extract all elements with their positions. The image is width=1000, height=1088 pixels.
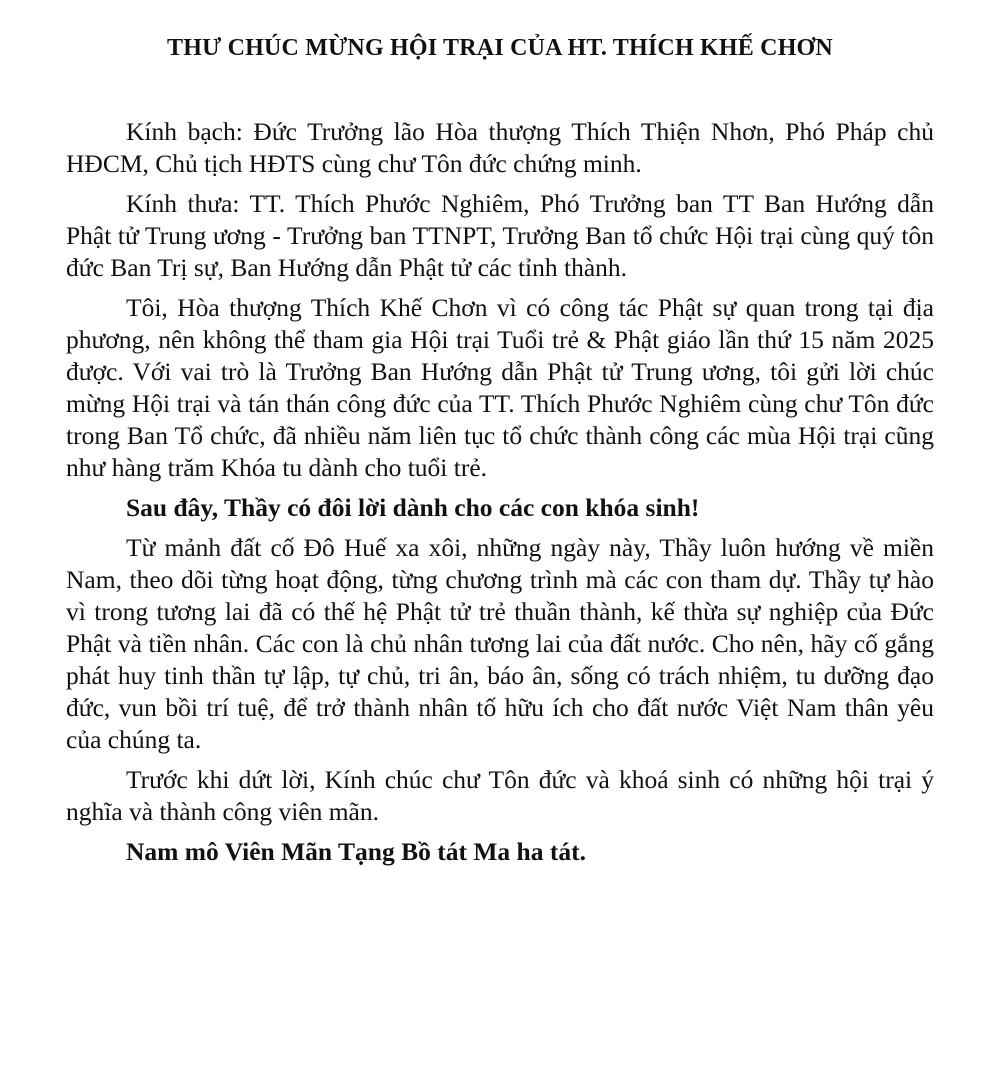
- message-paragraph: Từ mảnh đất cố Đô Huế xa xôi, những ngày này, Thầy luôn hướng về miền Nam, theo dõi từng hoạt động, từng chương trình mà các con tham dự. Thầy tự hào vì trong tương lai đã có thế hệ Phật tử trẻ thuần thành, kế thừa sự nghiệp của Đức Phật và tiền nhân. Các con là chủ nhân tương lai của đất nước. Cho nên, hãy cố gắng phát huy tinh thần tự lập, tự chủ, tri ân, báo ân, sống có trách nhiệm, tu dưỡng đạo đức, vun bồi trí tuệ, để trở thành nhân tố hữu ích cho đất nước Việt Nam thân yêu của chúng ta.: [66, 533, 934, 754]
- salutation-paragraph: Kính bạch: Đức Trưởng lão Hòa thượng Thích Thiện Nhơn, Phó Pháp chủ HĐCM, Chủ tịch HĐTS cùng chư Tôn đức chứng minh.: [66, 117, 934, 178]
- greeting-paragraph: Kính thưa: TT. Thích Phước Nghiêm, Phó Trưởng ban TT Ban Hướng dẫn Phật tử Trung ương - Trưởng ban TTNPT, Trưởng Ban tổ chức Hội trại cùng quý tôn đức Ban Trị sự, Ban Hướng dẫn Phật tử các tỉnh thành.: [66, 189, 934, 282]
- closing-paragraph: Trước khi dứt lời, Kính chúc chư Tôn đức và khoá sinh có những hội trại ý nghĩa và thành công viên mãn.: [66, 765, 934, 826]
- introduction-paragraph: Tôi, Hòa thượng Thích Khế Chơn vì có công tác Phật sự quan trong tại địa phương, nên không thể tham gia Hội trại Tuổi trẻ & Phật giáo lần thứ 15 năm 2025 được. Với vai trò là Trưởng Ban Hướng dẫn Phật tử Trung ương, tôi gửi lời chúc mừng Hội trại và tán thán công đức của TT. Thích Phước Nghiêm cùng chư Tôn đức trong Ban Tổ chức, đã nhiều năm liên tục tổ chức thành công các mùa Hội trại cũng như hàng trăm Khóa tu dành cho tuổi trẻ.: [66, 293, 934, 482]
- document-title: THƯ CHÚC MỪNG HỘI TRẠI CỦA HT. THÍCH KHẾ CHƠN: [167, 35, 833, 61]
- document-body: [66, 116, 934, 868]
- message-heading: Sau đây, Thầy có đôi lời dành cho các con khóa sinh!: [126, 493, 700, 522]
- final-invocation: Nam mô Viên Mãn Tạng Bồ tát Ma ha tát.: [126, 837, 586, 866]
